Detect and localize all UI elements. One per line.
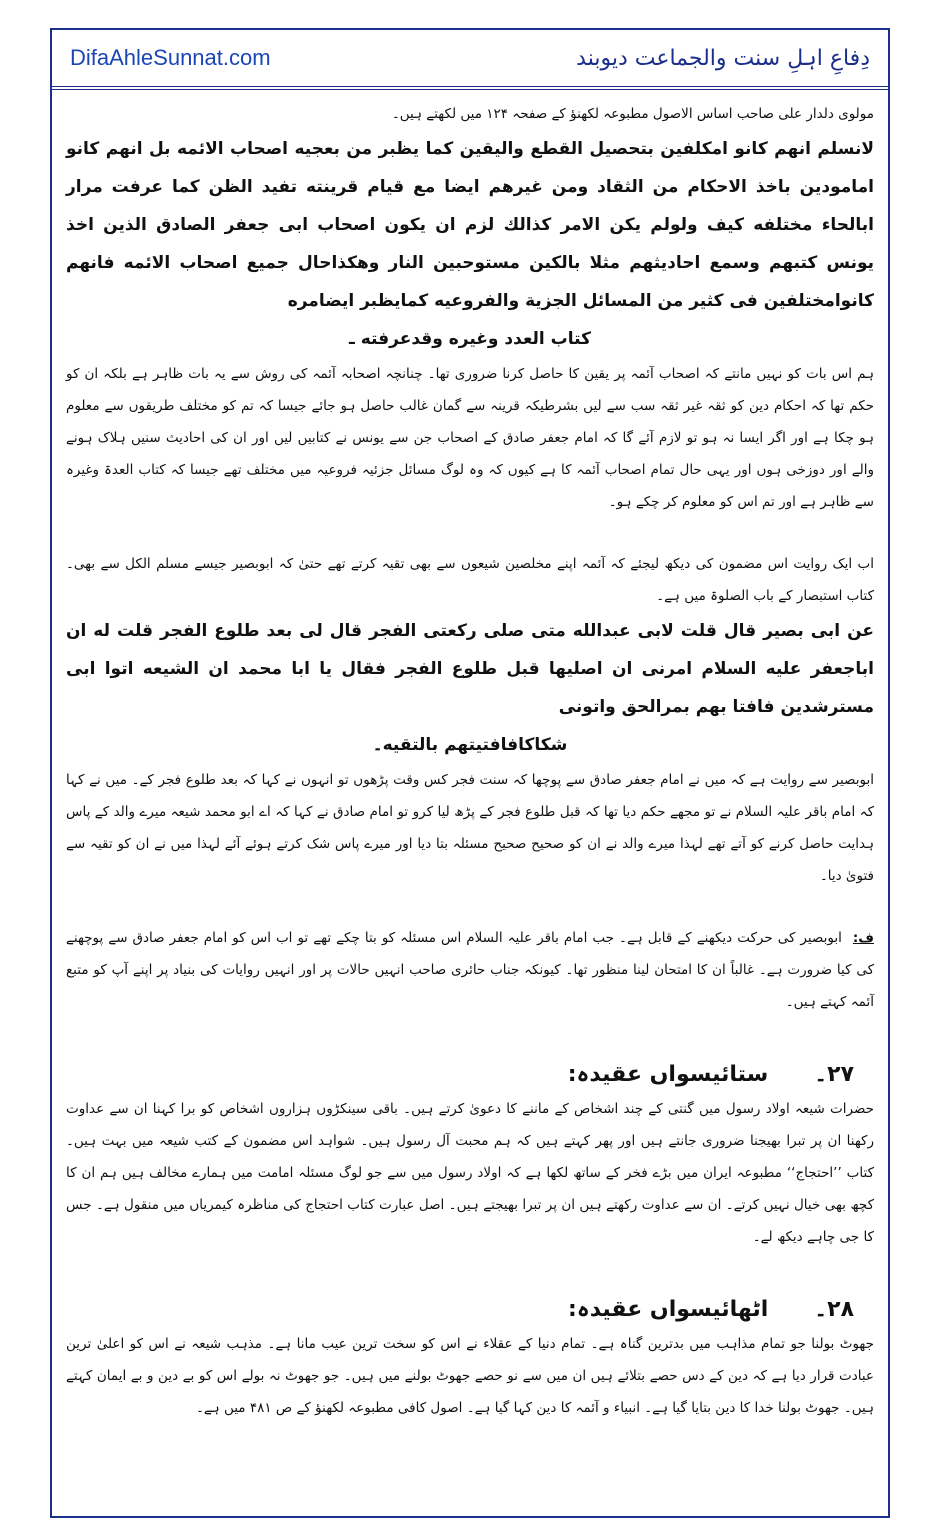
note-text: ابوبصیر کی حرکت دیکھنے کے قابل ہے۔ جب امام باقر علیہ السلام اس مسئلہ کو بتا چکے تھے تو اب اس کو امام جعفر صادق سے پوچھنے کی کیا ضرورت ہے۔ غالباً ان کا امتحان لینا منظور تھا۔ کیونکہ جناب حائری صاحب انہیں حالات پر اور انہیں روایات کی بنیاد پر اپنے آپ کو متبع آئمہ کہتے ہیں۔ <box>66 930 874 1010</box>
page-content <box>52 90 888 1424</box>
brand-title: دِفاعِ اہلِ سنت والجماعت دیوبند <box>576 45 870 71</box>
section-28-text: جھوٹ بولنا جو تمام مذاہب میں بدترین گناہ ہے۔ تمام دنیا کے عقلاء نے اس کو سخت ترین عیب مانا ہے۔ مذہب شیعہ نے اس کو اعلیٰ ترین عبادت قرار دیا ہے کہ دین کے دس حصے بتلائے ہیں ان میں سے نو حصے جھوٹ بولنے میں ہیں۔ جو جھوٹ نہ بولے اس کو بے دین و بے ایمان کہتے ہیں۔ جھوٹ بولنا خدا کا دین بتایا گیا ہے۔ انبیاء و آئمہ کا دین کہا گیا ہے۔ اصول کافی مطبوعہ لکھنؤ کے ص ۴۸۱ میں ہے۔ <box>66 1336 874 1416</box>
urdu-translation-1: ہم اس بات کو نہیں مانتے کہ اصحاب آئمہ پر یقین کا حاصل کرنا ضروری تھا۔ چنانچہ اصحابہ آئمہ کی روش سے یہ بات ظاہر ہے بلکہ ان کو حکم تھا کہ احکام دین کو ثقہ غیر ثقہ سب سے لیں بشرطیکہ قرینہ سے گمان غالب حاصل ہو جائے جیسا کہ تم کو مختلف طریقوں سے معلوم ہو چکا ہے اور اگر ایسا نہ ہو تو لازم آئے گا کہ امام جعفر صادق کے اصحاب جن سے یونس نے کتابیں لیں اور ان کی احادیث سنیں ہلاک ہونے والے اور دوزخی ہوں اور یہی حال تمام اصحاب آئمہ کا ہے کیوں کہ وہ لوگ مسائل جزئیہ فروعیہ میں مختلف تھے جیسا کہ کتاب العدۃ وغیرہ سے ظاہر ہے اور تم اس کو معلوم کر چکے ہو۔ <box>66 366 874 510</box>
arabic-quote-1-end: كتاب العدد وغيره وقدعرفته ـ <box>349 329 591 349</box>
page-header <box>52 30 888 90</box>
section-27-title: ستائیسواں عقیدہ: <box>567 1062 769 1087</box>
note-label: ف: <box>852 930 874 946</box>
urdu-paragraph-2: اب ایک روایت اس مضمون کی دیکھ لیجئے کہ آئمہ اپنے مخلصین شیعوں سے بھی تقیہ کرتے تھے حتیٰ کہ ابوبصیر جیسے مسلم الکل سے بھی۔ کتاب استبصار کے باب الصلوۃ میں ہے۔ <box>66 556 874 604</box>
intro-line: مولوی دلدار علی صاحب اساس الاصول مطبوعہ لکھنؤ کے صفحہ ۱۲۴ میں لکھتے ہیں۔ <box>391 106 874 122</box>
arabic-quote-2 <box>66 612 874 764</box>
section-27-number: ۲۷۔ <box>814 1062 854 1087</box>
arabic-quote-1 <box>66 130 874 358</box>
arabic-quote-2-end: شكاكافافتيتهم بالتقيه۔ <box>372 735 568 755</box>
section-28-number: ۲۸۔ <box>814 1297 854 1322</box>
section-27-text: حضرات شیعہ اولاد رسول میں گنتی کے چند اشخاص کے ماننے کا دعویٰ کرتے ہیں۔ باقی سینکڑوں ہزاروں اشخاص کو برا کہنا ان سے عداوت رکھنا ان پر تبرا بھیجنا ضروری جانتے ہیں اور پھر کہتے ہیں کہ ہم محبت آل رسول ہیں۔ شواہد اس مضمون کے کتب شیعہ میں بہت ہیں۔ کتاب ’’احتجاج‘‘ مطبوعہ ایران میں بڑے فخر کے ساتھ لکھا ہے کہ اولاد رسول میں سے جو لوگ مسئلہ امامت میں ہمارے مخالف ہیں ہم ان کا کچھ بھی خیال نہیں کرتے۔ ان سے عداوت رکھتے ہیں ان پر تبرا بھیجتے ہیں۔ اصل عبارت کتاب احتجاج کی مناظرہ کیمریاں میں منقول ہے۔ جس کا جی چاہے دیکھ لے۔ <box>66 1101 874 1245</box>
page-frame <box>50 28 890 1518</box>
site-url[interactable]: DifaAhleSunnat.com <box>70 45 271 70</box>
note-paragraph <box>66 922 874 1018</box>
arabic-quote-1-text: لانسلم انهم كانو امكلفين بتحصيل القطع واليقين كما يظبر من بعجيه اصحاب الائمه بل انهم كانو امامودين باخذ الاحكام من الثقاد ومن غيرهم ايضا مع قيام قرينته تفيد الظن كما عرفت مرار ابالحاء مختلفه كيف ولولم يكن الامر كذالك لزم ان يكون اصحاب ابى جعفر الصادق الذين اخذ يونس كتبهم وسمع احاديثهم مثلا بالكين مستوحبين النار وهكذاحال جميع اصحاب الائمه فانهم كانوامختلفين فى كثير من المسائل الجزية والفروعيه كمايظبر ايضامره <box>66 139 874 311</box>
urdu-translation-2: ابوبصیر سے روایت ہے کہ میں نے امام جعفر صادق سے پوچھا کہ سنت فجر کس وقت پڑھوں تو انہوں نے کہا کہ بعد طلوع فجر کے۔ میں نے کہا کہ امام باقر علیہ السلام نے تو مجھے حکم دیا تھا کہ قبل طلوع فجر کے پڑھ لیا کرو تو امام صادق نے کہا کہ اے ابو محمد شیعہ میرے والد کے پاس ہدایت حاصل کرنے کو آتے تھے لہذا میرے والد نے ان کو صحیح صحیح مسئلہ بتا دیا اور میرے پاس شک کرتے ہوئے آئے لہذا میں نے ان کو تقیہ سے فتویٰ دیا۔ <box>66 772 874 884</box>
section-28-heading <box>66 1297 854 1322</box>
section-28-title: اٹھائیسواں عقیدہ: <box>568 1297 769 1322</box>
arabic-quote-2-text: عن ابى بصير قال قلت لابى عبدالله متى صلى ركعتى الفجر قال لى بعد طلوع الفجر قلت له ان اباجعفر عليه السلام امرنى ان اصليها قبل طلوع الفجر فقال يا ابا محمد ان الشيعه اتوا ابى مسترشدين فافتا بهم بمرالحق واتونى <box>66 621 874 717</box>
section-27-heading <box>66 1062 854 1087</box>
